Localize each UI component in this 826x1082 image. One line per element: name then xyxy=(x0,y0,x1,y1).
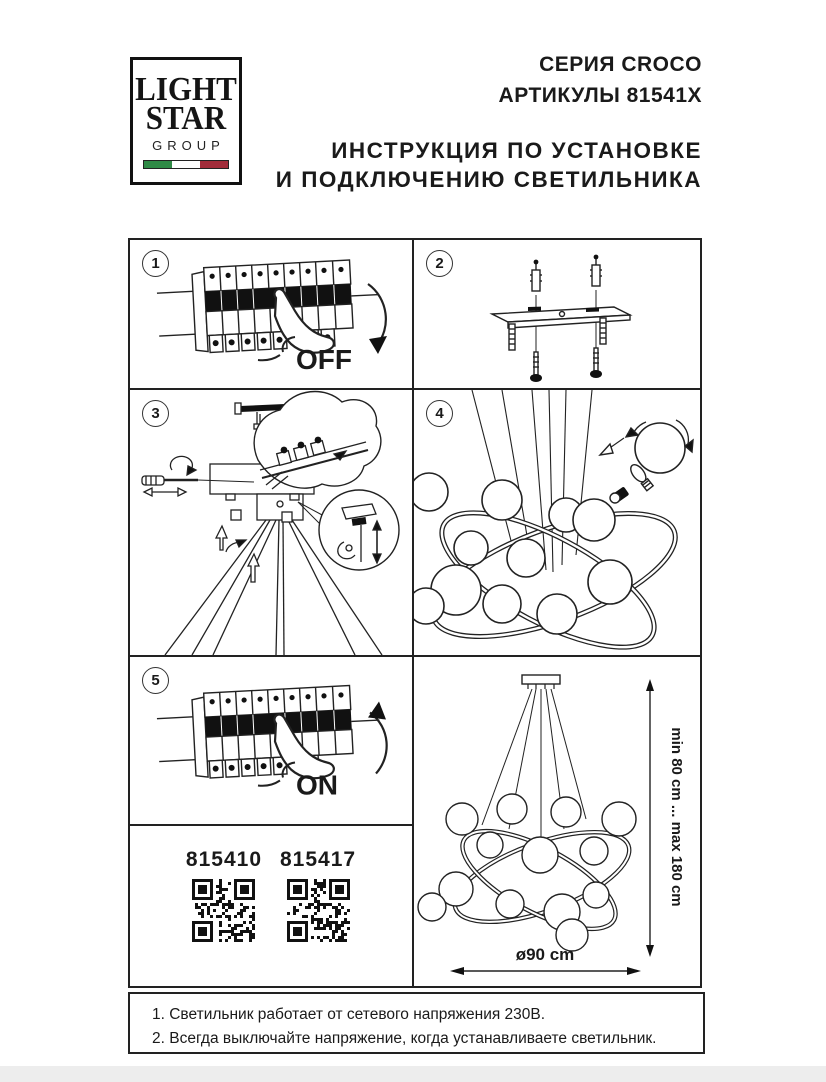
article-number: 815410 xyxy=(185,848,262,871)
hollow-arrow-icon xyxy=(600,444,613,455)
on-label: ON xyxy=(296,769,338,801)
chandelier-dimensions-illustration xyxy=(414,657,700,986)
step-2-number: 2 xyxy=(426,250,453,277)
qr-code xyxy=(287,879,350,942)
shade-installation-illustration xyxy=(414,390,700,655)
qr-cell xyxy=(130,826,412,986)
diameter-label: ø90 cm xyxy=(515,945,575,964)
off-label: OFF xyxy=(296,344,352,375)
dowel-right xyxy=(590,255,602,286)
article-number: 815417 xyxy=(280,848,357,871)
breaker-on-illustration xyxy=(130,657,412,824)
height-range-label: min 80 cm ... max 180 cm xyxy=(668,727,685,907)
height-dimension xyxy=(646,679,654,957)
qr-code xyxy=(192,879,255,942)
dimensions-cell xyxy=(414,657,700,986)
series-title: СЕРИЯ CROCO xyxy=(539,53,702,76)
mounting-bracket-illustration xyxy=(414,240,700,388)
product-item xyxy=(280,848,356,986)
diameter-dimension xyxy=(450,967,641,975)
lightstar-logo xyxy=(130,57,242,185)
note-1: 1. Светильник работает от сетевого напряжения 230В. xyxy=(152,1006,546,1023)
canopy xyxy=(522,675,560,689)
dowel-left xyxy=(530,260,542,291)
step-1-number: 1 xyxy=(142,250,169,277)
threaded-stud-left xyxy=(509,324,515,350)
flag-red-segment xyxy=(200,161,228,168)
logo-word-group: GROUP xyxy=(152,138,225,153)
document-title xyxy=(276,136,702,194)
step-4-cell xyxy=(414,390,700,655)
flag-white-segment xyxy=(172,161,200,168)
lamp-socket xyxy=(610,486,629,503)
page-bottom-shade xyxy=(0,1066,826,1082)
logo-word-star: STAR xyxy=(145,98,227,137)
step-5-cell xyxy=(130,657,412,824)
canopy-wiring-illustration xyxy=(130,390,412,655)
notes-box xyxy=(128,992,705,1054)
step-4-number: 4 xyxy=(426,400,453,427)
step-3-number: 3 xyxy=(142,400,169,427)
up-arrow-icon xyxy=(216,526,227,550)
arc-arrow-up-icon xyxy=(368,702,387,774)
screw-right xyxy=(590,348,602,378)
step-1-cell xyxy=(130,240,412,388)
note-2: 2. Всегда выключайте напряжение, когда устанавливаете светильник. xyxy=(152,1030,657,1047)
header-text-block xyxy=(276,52,702,194)
step-3-cell xyxy=(130,390,412,655)
document-title-line2: И ПОДКЛЮЧЕНИЮ СВЕТИЛЬНИКА xyxy=(275,167,702,192)
step-2-cell xyxy=(414,240,700,388)
threaded-stud-right xyxy=(600,318,606,344)
screw-left xyxy=(530,352,542,382)
cable-adjuster-inset xyxy=(319,490,399,570)
steps-table xyxy=(128,238,702,988)
italian-flag-icon xyxy=(143,160,229,169)
flag-green-segment xyxy=(144,161,172,168)
product-item xyxy=(186,848,262,986)
articles-title: АРТИКУЛЫ 81541X xyxy=(498,84,702,107)
step-5-number: 5 xyxy=(142,667,169,694)
logo-word-light: LIGHT xyxy=(135,69,237,108)
document-title-line1: ИНСТРУКЦИЯ ПО УСТАНОВКЕ xyxy=(331,138,702,163)
breaker-off-illustration xyxy=(130,240,412,388)
